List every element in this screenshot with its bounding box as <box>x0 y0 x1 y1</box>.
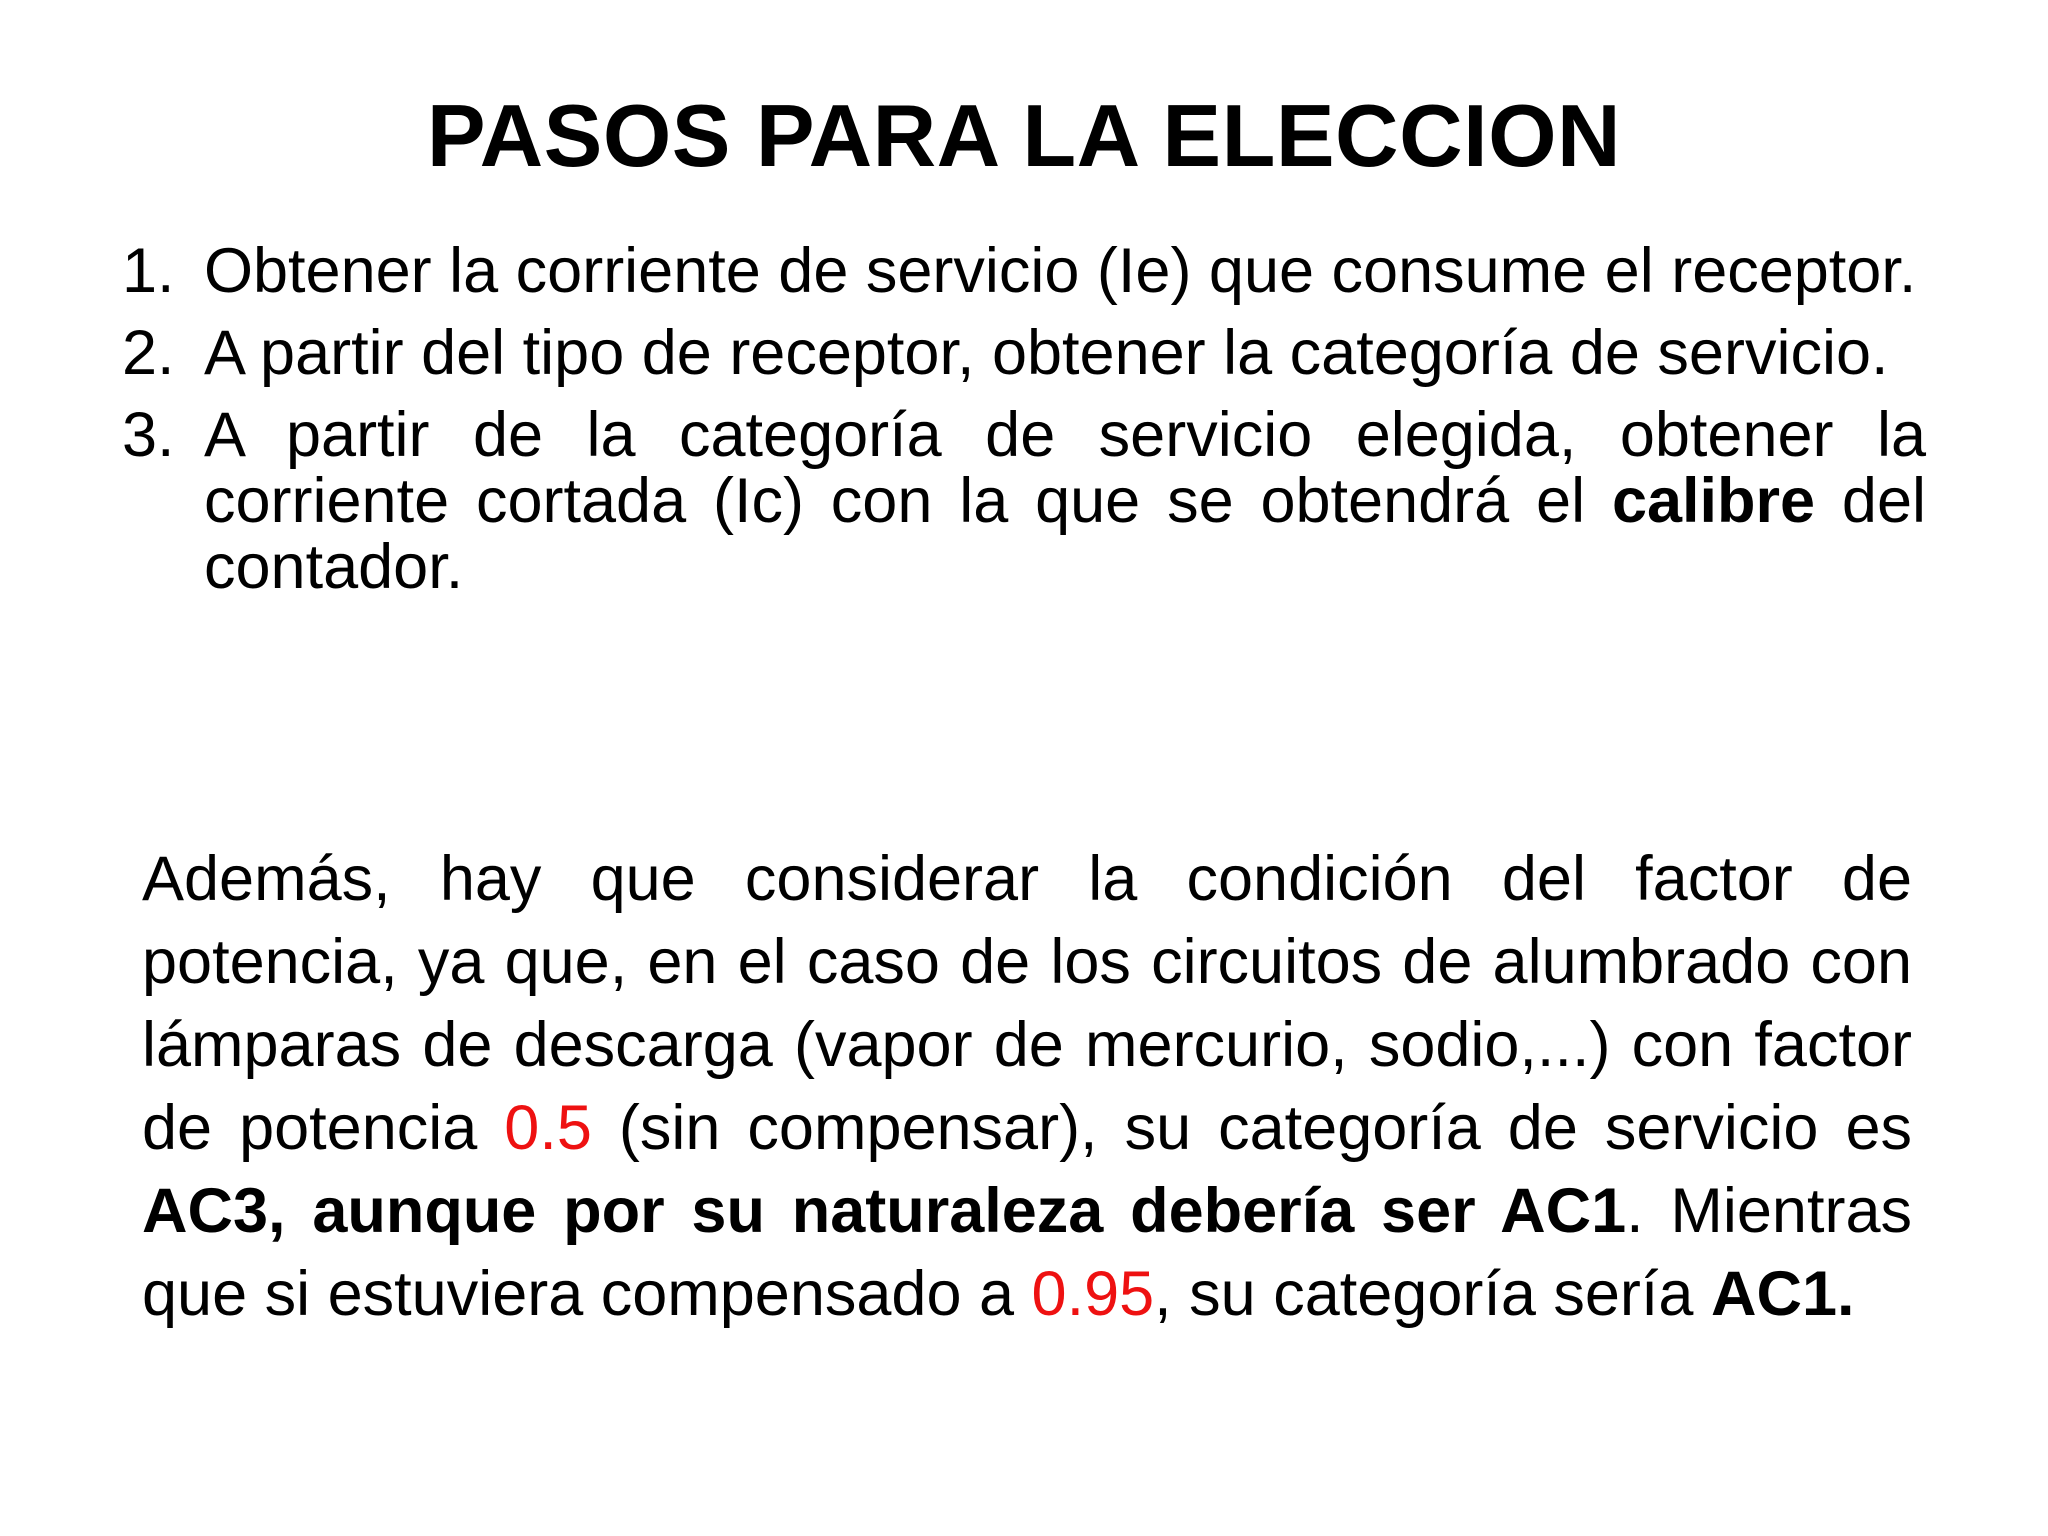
step-text: A partir del tipo de receptor, obtener la categoría de servicio. <box>204 318 1889 388</box>
step-item-3 <box>122 402 1926 600</box>
power-factor-value: 0.5 <box>504 1093 592 1163</box>
paragraph-text: . Mientras que si estuviera compensado a <box>142 1176 1912 1329</box>
note-paragraph <box>142 838 1912 1336</box>
step-text-bold: calibre <box>1611 466 1816 536</box>
paragraph-text: , su categoría sería <box>1154 1259 1711 1329</box>
step-item-2 <box>122 320 1926 386</box>
step-number: 3. <box>122 400 175 470</box>
step-number: 1. <box>122 236 175 306</box>
step-text: A partir de la categoría de servicio elegida, obtener la corriente cortada (Ic) con la que se obtendrá el <box>204 400 1926 536</box>
step-item-1 <box>122 238 1926 304</box>
slide-title: PASOS PARA LA ELECCION <box>426 86 1622 185</box>
paragraph-text: (sin compensar), su categoría de servicio es <box>591 1093 1912 1163</box>
step-number: 2. <box>122 318 175 388</box>
step-text: Obtener la corriente de servicio (Ie) que consume el receptor. <box>204 236 1917 306</box>
paragraph-bold-text: AC3, aunque por su naturaleza debería ser AC1 <box>142 1176 1627 1246</box>
paragraph-text: Además, hay que considerar la condición del factor de potencia, ya que, en el caso de los circuitos de alumbrado con lámparas de descarga (vapor de mercurio, sodio,...) con factor de potencia <box>142 844 1912 1163</box>
steps-list <box>122 238 1926 616</box>
power-factor-value: 0.95 <box>1031 1259 1155 1329</box>
step-text: del contador. <box>204 466 1926 602</box>
paragraph-bold-text: AC1. <box>1710 1259 1855 1329</box>
